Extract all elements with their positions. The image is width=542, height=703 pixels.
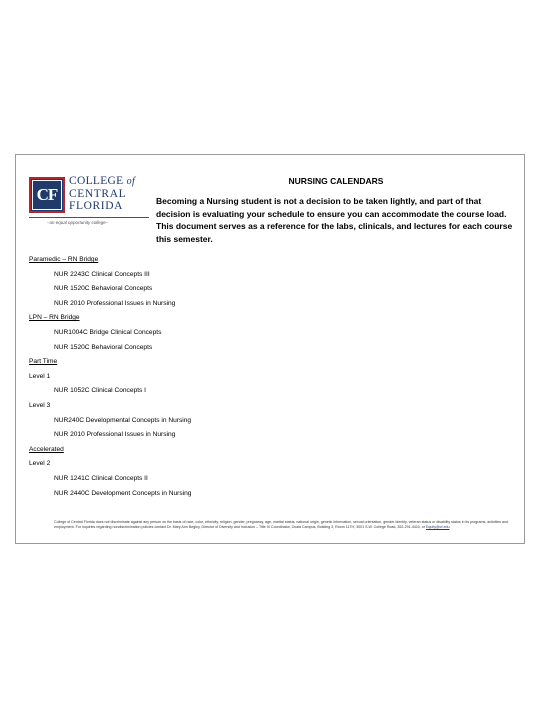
logo-word-college: COLLEGE	[69, 175, 124, 187]
logo-word-central: CENTRAL	[69, 188, 127, 200]
level-label: Level 2	[29, 460, 51, 468]
level-label: Level 1	[29, 372, 51, 380]
document-page	[15, 154, 525, 544]
course-item: NUR 1520C Behavioral Concepts	[54, 343, 153, 351]
level-label: Level 3	[29, 401, 51, 409]
intro-paragraph: Becoming a Nursing student is not a decision to be taken lightly, and part of that decision is evaluating your schedule to ensure you can accommodate the course load. This document serves as a reference for the labs, clinicals, and lectures for each course this semester.	[156, 196, 513, 244]
program-heading: Part Time	[29, 358, 58, 366]
course-item: NUR 2010 Professional Issues in Nursing	[54, 431, 176, 439]
notice-end: .	[449, 525, 451, 529]
college-logo	[29, 177, 149, 231]
course-item: NUR 1241C Clinical Concepts II	[54, 474, 148, 482]
course-item: NUR240C Developmental Concepts in Nursing	[54, 416, 192, 424]
logo-word-of: of	[126, 176, 136, 187]
course-item: NUR 1520C Behavioral Concepts	[54, 285, 153, 293]
program-heading: Paramedic – RN Bridge	[29, 256, 99, 263]
emblem-letters: CF	[32, 180, 62, 210]
notice-text: College of Central Florida does not discriminate against any person on the basis of race, color, ethnicity, religion, gender, pregnancy, age, marital status, national origin, genetic information, sexual orientation, gender identity, veteran status or disability status in its programs, activities and employment. For inquiries regarding nondiscrimination policies contact Dr. Mary Ann Begley, Director of Diversity and Inclusion – Title IX Coordinator, Ocala Campus, Building 3, Room 117H, 3001 S.W. College Road, 352-291-4410, or	[54, 520, 509, 529]
program-heading: Accelerated	[29, 445, 64, 453]
logo-wordmark	[69, 175, 151, 212]
document-title: NURSING CALENDARS	[288, 176, 384, 186]
course-item: NUR 1052C Clinical Concepts I	[54, 387, 146, 395]
course-item: NUR 2243C Clinical Concepts III	[54, 270, 150, 278]
cf-emblem-icon	[29, 177, 65, 213]
logo-word-florida: FLORIDA	[69, 200, 124, 212]
course-item: NUR1004C Bridge Clinical Concepts	[54, 328, 162, 336]
logo-tagline: –an equal opportunity college–	[47, 220, 109, 225]
course-item: NUR 2440C Development Concepts in Nursing	[54, 489, 192, 497]
logo-line-college	[69, 175, 151, 188]
equity-email-link[interactable]: Equity@cf.edu	[426, 525, 450, 529]
program-list	[29, 253, 509, 501]
nondiscrimination-notice	[54, 520, 516, 530]
program-heading: LPN – RN Bridge	[29, 314, 80, 322]
course-item: NUR 2010 Professional Issues in Nursing	[54, 299, 176, 307]
logo-divider	[29, 217, 149, 218]
